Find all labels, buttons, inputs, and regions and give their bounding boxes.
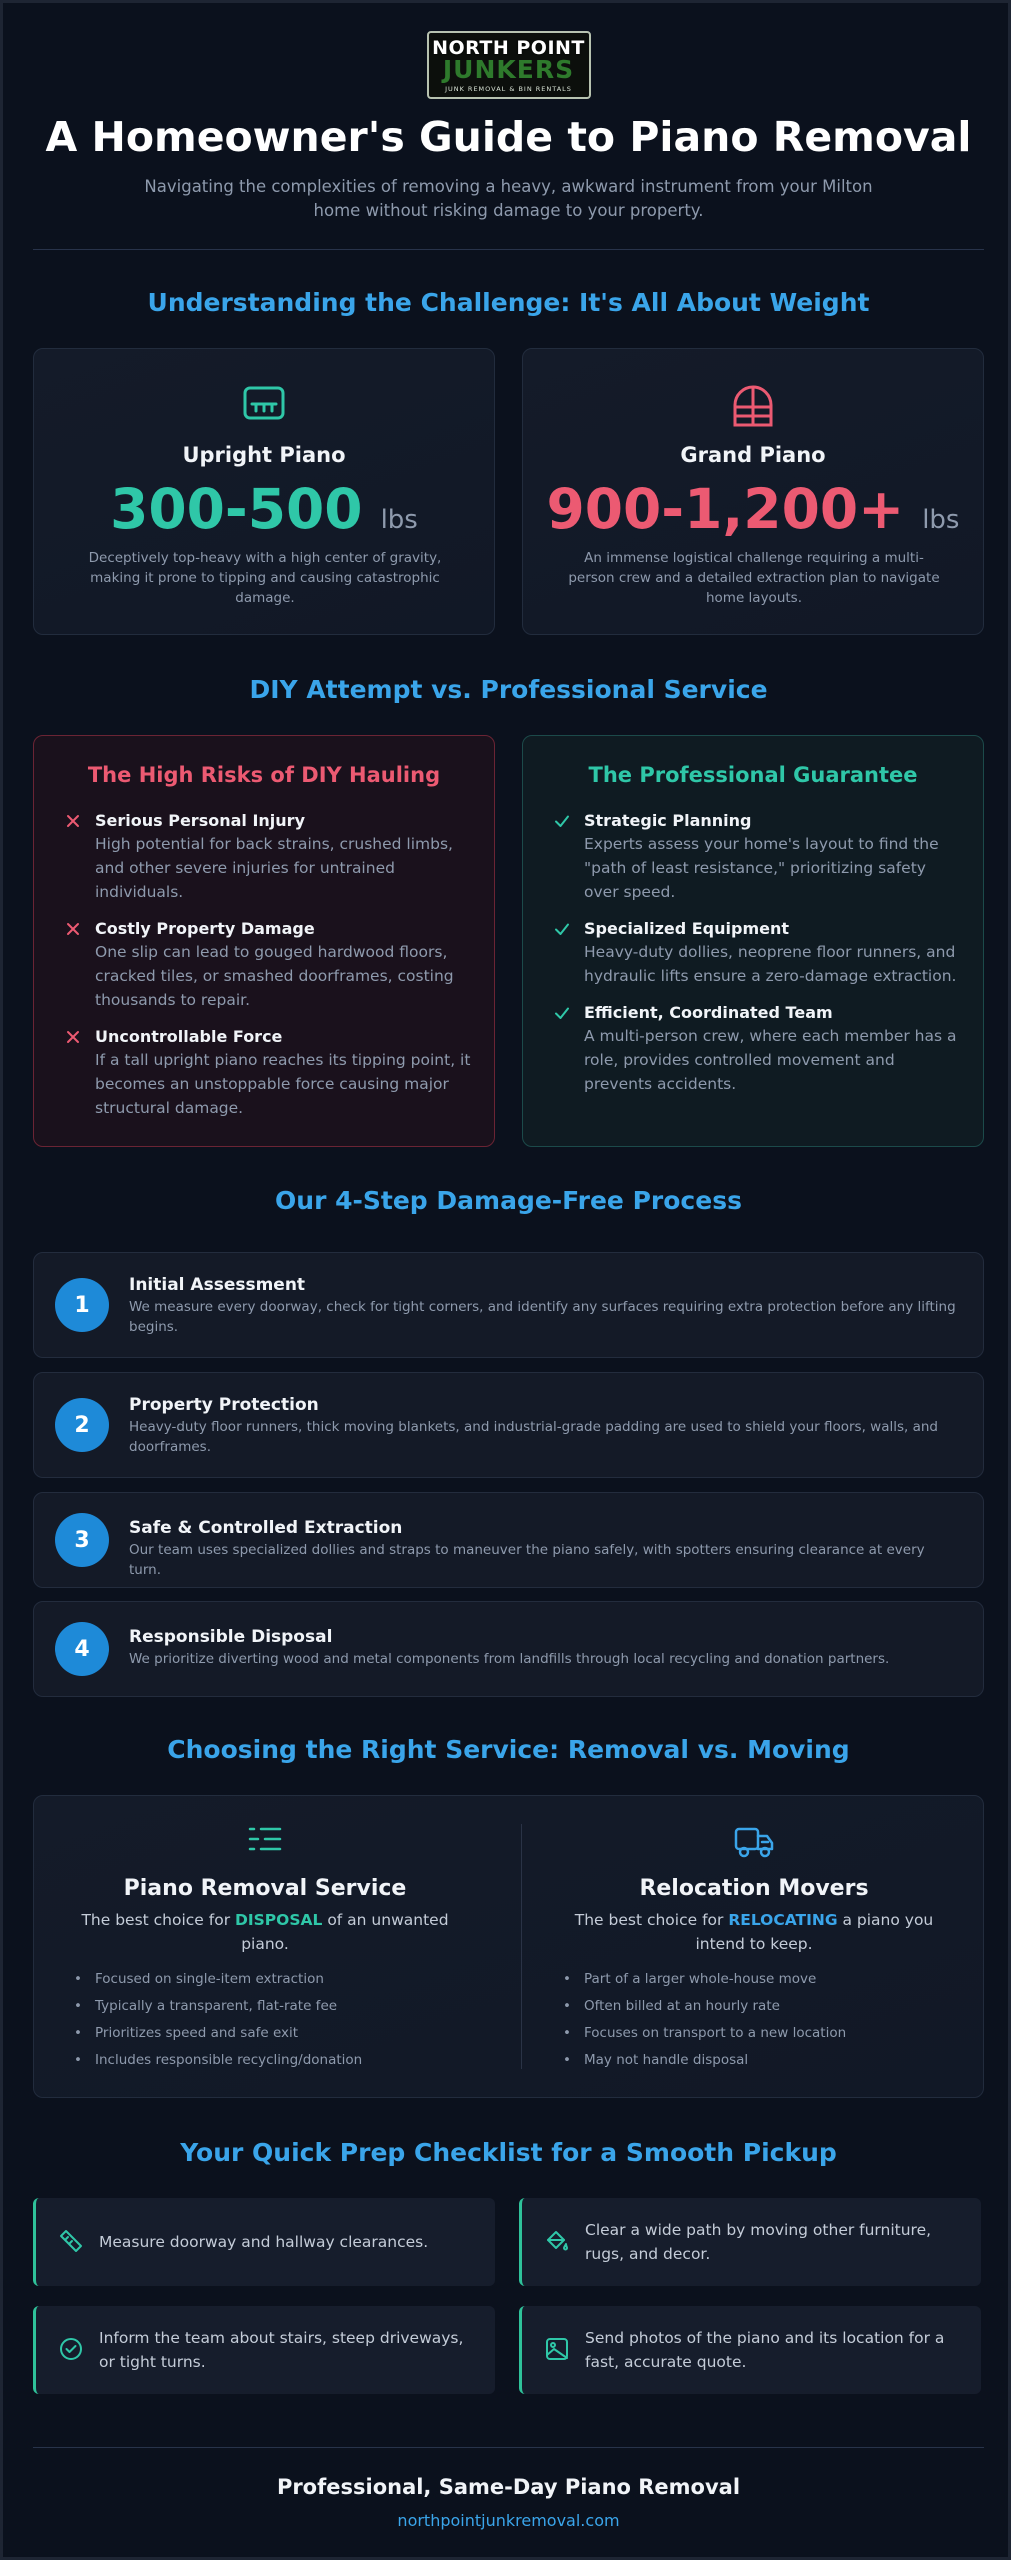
pro-item-title: Efficient, Coordinated Team [584, 1003, 833, 1022]
pro-item [553, 1002, 963, 1096]
checklist-section-title: Your Quick Prep Checklist for a Smooth Pickup [180, 2138, 837, 2167]
step-number: 2 [55, 1398, 109, 1452]
pro-item-body: A multi-person crew, where each member has a role, provides controlled movement and prevents accidents. [584, 1027, 957, 1093]
weight-value: 300-500 [110, 477, 363, 541]
movers-bullets [563, 1966, 846, 2074]
removal-column [34, 1796, 496, 2097]
pro-item-title: Specialized Equipment [584, 919, 790, 938]
pro-item [553, 810, 963, 904]
logo-line-2: JUNKERS [442, 54, 575, 84]
weight-section-title: Understanding the Challenge: It's All About Weight [147, 288, 870, 317]
weight-unit: lbs [922, 505, 960, 535]
step-body: We prioritize diverting wood and metal components from landfills through local recycling and donation partners. [129, 1651, 890, 1667]
pro-item [553, 918, 963, 988]
process-step [33, 1252, 984, 1358]
image-icon [544, 2336, 570, 2362]
sub-text: a piano you intend to keep. [695, 1911, 934, 1953]
removal-title: Piano Removal Service [123, 1876, 407, 1901]
check-circle-icon [58, 2336, 84, 2362]
upright-piano-card [33, 348, 495, 635]
step-body: Heavy-duty floor runners, thick moving blankets, and industrial-grade padding are used to shield your floors, walls, and doorframes. [129, 1419, 938, 1455]
bullet-item: • Typically a transparent, flat-rate fee [74, 1993, 362, 2020]
page-title: A Homeowner's Guide to Piano Removal [45, 113, 972, 161]
process-step [33, 1492, 984, 1588]
bullet-item: • May not handle disposal [563, 2047, 846, 2074]
page-subtitle: Navigating the complexities of removing a heavy, awkward instrument from your Milton home without risking damage to your property. [144, 177, 873, 220]
process-step [33, 1372, 984, 1478]
ruler-icon [58, 2228, 84, 2254]
grand-piano-icon [523, 385, 983, 429]
list-filter-icon [34, 1826, 496, 1852]
risk-item-title: Serious Personal Injury [95, 811, 305, 830]
checklist-item [519, 2198, 981, 2286]
checklist-text: Clear a wide path by moving other furniture, rugs, and decor. [585, 2221, 932, 2263]
footer-divider [33, 2447, 984, 2448]
logo-line-3: JUNK REMOVAL & BIN RENTALS [445, 84, 572, 93]
risk-item-title: Uncontrollable Force [95, 1027, 283, 1046]
service-comparison-card [33, 1795, 984, 2098]
weight-readout [523, 477, 983, 541]
logo-line-1: NORTH POINT [432, 36, 585, 59]
paint-bucket-icon [544, 2228, 570, 2254]
check-mark-icon [553, 920, 571, 938]
x-mark-icon [64, 812, 82, 830]
check-mark-icon [553, 812, 571, 830]
step-number: 3 [55, 1513, 109, 1567]
risk-item-body: High potential for back strains, crushed limbs, and other severe injuries for untrained individuals. [95, 835, 453, 901]
pro-item-body: Heavy-duty dollies, neoprene floor runners, and hydraulic lifts ensure a zero-damage extraction. [584, 943, 957, 985]
removal-bullets [74, 1966, 362, 2074]
checklist-item [33, 2306, 495, 2394]
pro-guarantee-panel [522, 735, 984, 1147]
risks-title: The High Risks of DIY Hauling [87, 763, 441, 787]
process-section-title: Our 4-Step Damage-Free Process [275, 1186, 742, 1215]
weight-unit: lbs [380, 505, 418, 535]
sub-keyword: DISPOSAL [235, 1911, 323, 1929]
sub-text: The best choice for [81, 1911, 236, 1929]
step-number: 1 [55, 1278, 109, 1332]
risk-item-body: One slip can lead to gouged hardwood floors, cracked tiles, or smashed doorframes, costing thousands to repair. [95, 943, 454, 1009]
bullet-item: • Part of a larger whole-house move [563, 1966, 846, 1993]
x-mark-icon [64, 1028, 82, 1046]
diy-section-title: DIY Attempt vs. Professional Service [249, 675, 768, 704]
checklist-text: Measure doorway and hallway clearances. [99, 2233, 429, 2251]
compare-section-title: Choosing the Right Service: Removal vs. Moving [167, 1735, 850, 1764]
check-mark-icon [553, 1004, 571, 1022]
card-description: An immense logistical challenge requiring a multi-person crew and a detailed extraction plan to navigate home layouts. [568, 550, 940, 606]
movers-column [523, 1796, 985, 2097]
bullet-item: • Often billed at an hourly rate [563, 1993, 846, 2020]
bullet-item: • Focuses on transport to a new location [563, 2020, 846, 2047]
step-body: Our team uses specialized dollies and straps to maneuver the piano safely, with spotters ensuring clearance at every turn. [129, 1542, 925, 1578]
sub-text: of an unwanted piano. [241, 1911, 449, 1953]
truck-icon [523, 1826, 985, 1858]
logo-badge [427, 31, 591, 99]
header-divider [33, 249, 984, 250]
bullet-item: • Includes responsible recycling/donation [74, 2047, 362, 2074]
movers-subtitle [569, 1908, 939, 1956]
pro-title: The Professional Guarantee [588, 763, 918, 787]
footer-title: Professional, Same-Day Piano Removal [276, 2475, 741, 2499]
pro-item-body: Experts assess your home's layout to find the "path of least resistance," prioritizing safety over speed. [584, 835, 939, 901]
piano-keys-icon [34, 385, 494, 421]
website-link[interactable]: northpointjunkremoval.com [397, 2511, 620, 2530]
weight-value: 900-1,200+ [546, 477, 905, 541]
sub-text: The best choice for [574, 1911, 729, 1929]
pro-item-title: Strategic Planning [584, 811, 752, 830]
step-body: We measure every doorway, check for tight corners, and identify any surfaces requiring extra protection before any lifting begins. [129, 1299, 956, 1335]
x-mark-icon [64, 920, 82, 938]
step-title: Responsible Disposal [129, 1627, 333, 1647]
column-divider [521, 1824, 522, 2069]
movers-title: Relocation Movers [639, 1876, 869, 1901]
bullet-item: • Prioritizes speed and safe exit [74, 2020, 362, 2047]
risk-item [64, 918, 474, 1012]
grand-piano-card [522, 348, 984, 635]
bullet-item: • Focused on single-item extraction [74, 1966, 362, 1993]
logo [3, 31, 1011, 99]
weight-readout [34, 477, 494, 541]
card-description: Deceptively top-heavy with a high center of gravity, making it prone to tipping and causing catastrophic damage. [88, 550, 442, 606]
sub-keyword: RELOCATING [728, 1911, 838, 1929]
card-title: Upright Piano [182, 443, 346, 467]
process-step [33, 1601, 984, 1697]
step-title: Initial Assessment [129, 1275, 306, 1295]
risk-item-body: If a tall upright piano reaches its tipping point, it becomes an unstoppable force causing major structural damage. [95, 1051, 471, 1117]
risk-item [64, 810, 474, 904]
checklist-text: Send photos of the piano and its location for a fast, accurate quote. [585, 2329, 945, 2371]
risk-item-title: Costly Property Damage [95, 919, 315, 938]
step-title: Property Protection [129, 1395, 319, 1415]
step-number: 4 [55, 1622, 109, 1676]
checklist-text: Inform the team about stairs, steep driveways, or tight turns. [99, 2329, 464, 2371]
card-title: Grand Piano [680, 443, 826, 467]
step-title: Safe & Controlled Extraction [129, 1518, 403, 1538]
checklist-item [519, 2306, 981, 2394]
diy-risks-panel [33, 735, 495, 1147]
risk-item [64, 1026, 474, 1120]
removal-subtitle [80, 1908, 450, 1956]
checklist-item [33, 2198, 495, 2286]
